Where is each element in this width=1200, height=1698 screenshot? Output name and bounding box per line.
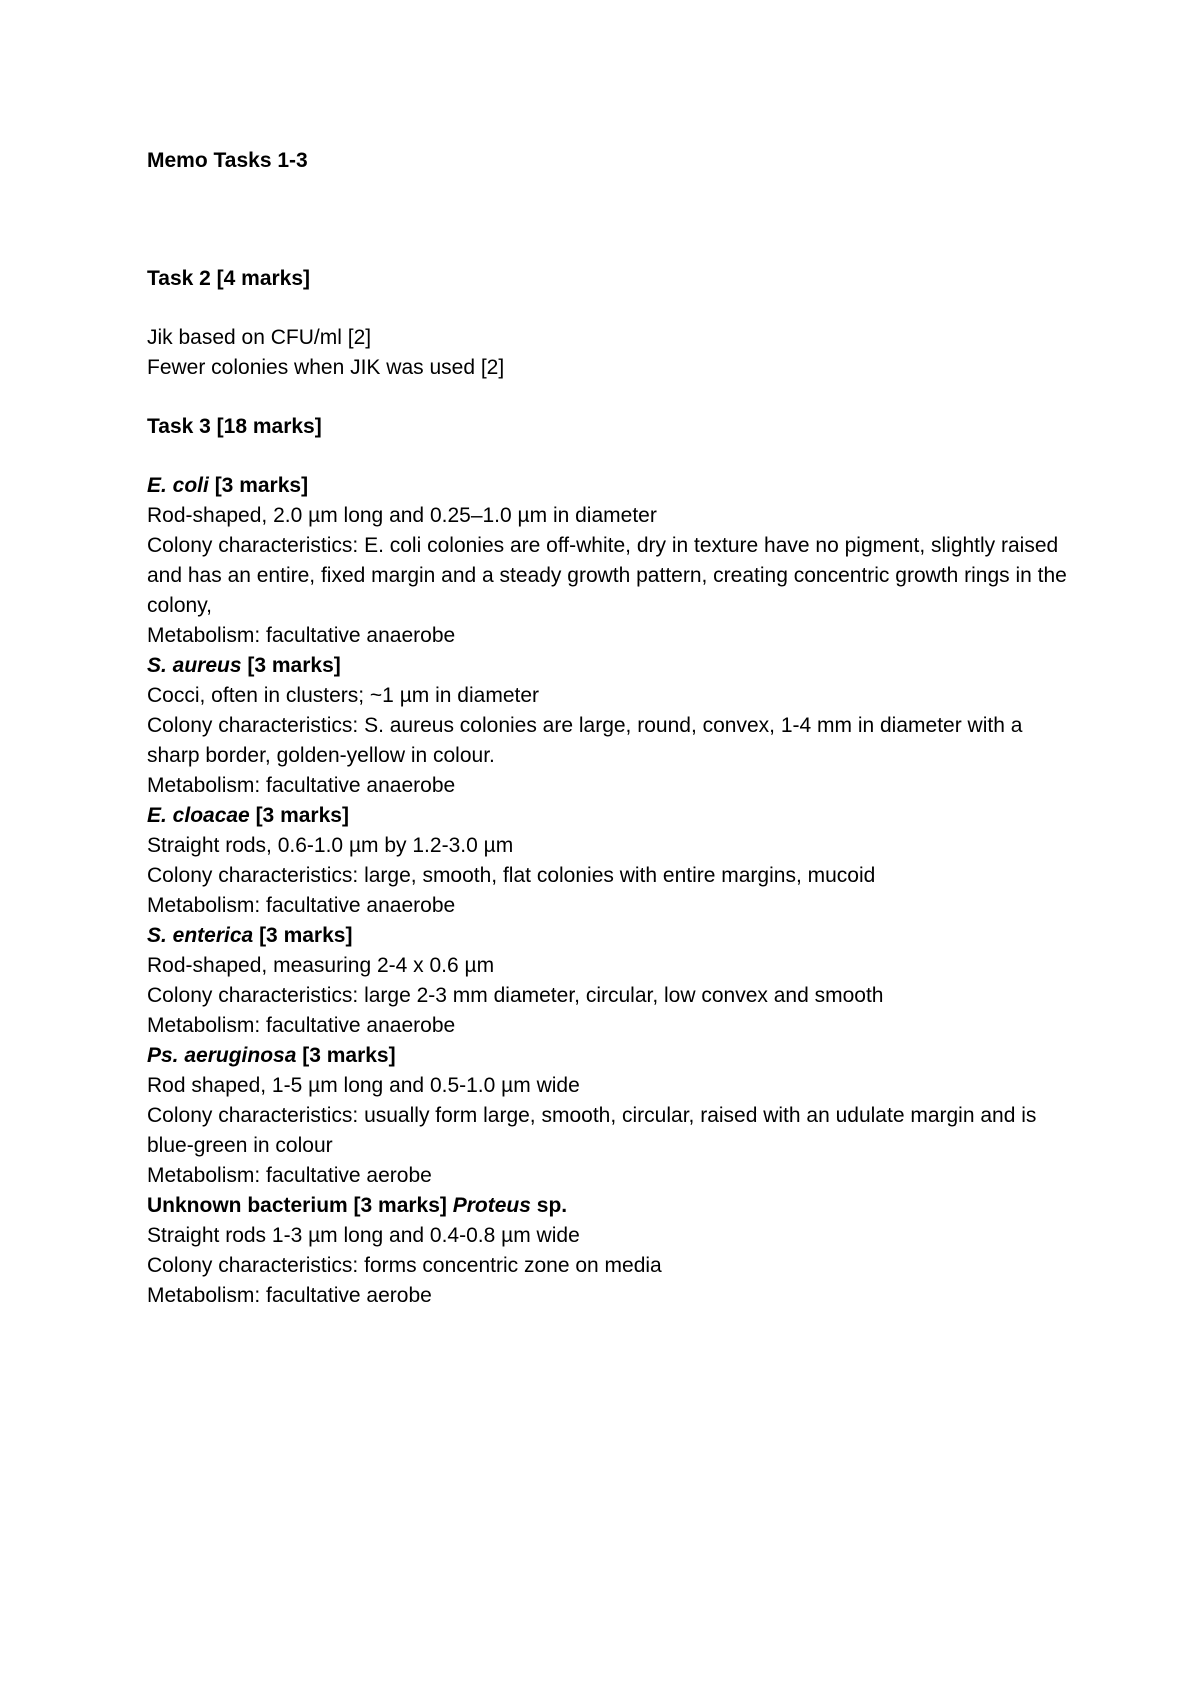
organism-shape: Cocci, often in clusters; ~1 µm in diameter [147,684,540,707]
organism-colony: Colony characteristics: large 2-3 mm diameter, circular, low convex and smooth [147,984,884,1007]
organism-marks: [3 marks] [208,474,309,497]
organism-colony: Colony characteristics: E. coli colonies are off-white, dry in texture have no pigment, slightly raised and has an entire, fixed margin and a steady growth pattern, creating concentric growth rings in the colony, [147,534,1067,617]
organism-marks: [3 marks] [296,1044,396,1067]
task2-heading: Task 2 [4 marks] [147,267,311,290]
organism-marks: [3 marks] [253,924,353,947]
organism-marks: [3 marks] [241,654,341,677]
unknown-suffix: sp. [530,1194,568,1217]
organism-shape: Rod-shaped, 2.0 µm long and 0.25–1.0 µm in diameter [147,504,657,527]
organism-heading-ecoli [147,471,1067,501]
memo-title: Memo Tasks 1-3 [147,149,308,172]
spacer [147,294,1067,323]
organism-marks: [3 marks] [249,804,349,827]
organism-name: E. coli [147,474,209,497]
unknown-label: Unknown bacterium [3 marks] [147,1194,453,1217]
unknown-shape: Straight rods 1-3 µm long and 0.4-0.8 µm wide [147,1224,580,1247]
organism-heading-saureus [147,651,1067,681]
organism-colony: Colony characteristics: usually form large, smooth, circular, raised with an udulate margin and is blue-green in colour [147,1104,1037,1157]
organism-name: S. aureus [147,654,242,677]
spacer [147,176,1067,264]
organism-heading-ecloacae [147,801,1067,831]
organism-shape: Rod-shaped, measuring 2-4 x 0.6 µm [147,954,495,977]
organism-metabolism: Metabolism: facultative aerobe [147,1164,432,1187]
organism-colony: Colony characteristics: large, smooth, flat colonies with entire margins, mucoid [147,864,876,887]
task2-line-2: Fewer colonies when JIK was used [2] [147,356,505,379]
spacer [147,383,1067,412]
organism-heading-paeruginosa [147,1041,1067,1071]
organism-metabolism: Metabolism: facultative anaerobe [147,624,456,647]
organism-metabolism: Metabolism: facultative anaerobe [147,894,456,917]
organism-colony: Colony characteristics: S. aureus colonies are large, round, convex, 1-4 mm in diameter with a sharp border, golden-yellow in colour. [147,714,1023,767]
unknown-metabolism: Metabolism: facultative aerobe [147,1284,432,1307]
organism-name: S. enterica [147,924,254,947]
task2-line-1: Jik based on CFU/ml [2] [147,326,372,349]
organism-metabolism: Metabolism: facultative anaerobe [147,774,456,797]
unknown-bacterium-heading [147,1191,1067,1221]
unknown-genus: Proteus [452,1194,531,1217]
organism-name: E. cloacae [147,804,250,827]
organism-shape: Straight rods, 0.6-1.0 µm by 1.2-3.0 µm [147,834,514,857]
memo-content [147,146,1067,1311]
organism-shape: Rod shaped, 1-5 µm long and 0.5-1.0 µm wide [147,1074,580,1097]
organism-metabolism: Metabolism: facultative anaerobe [147,1014,456,1037]
task3-heading: Task 3 [18 marks] [147,415,322,438]
spacer [147,442,1067,471]
unknown-colony: Colony characteristics: forms concentric zone on media [147,1254,662,1277]
organism-heading-senterica [147,921,1067,951]
organism-name: Ps. aeruginosa [147,1044,297,1067]
